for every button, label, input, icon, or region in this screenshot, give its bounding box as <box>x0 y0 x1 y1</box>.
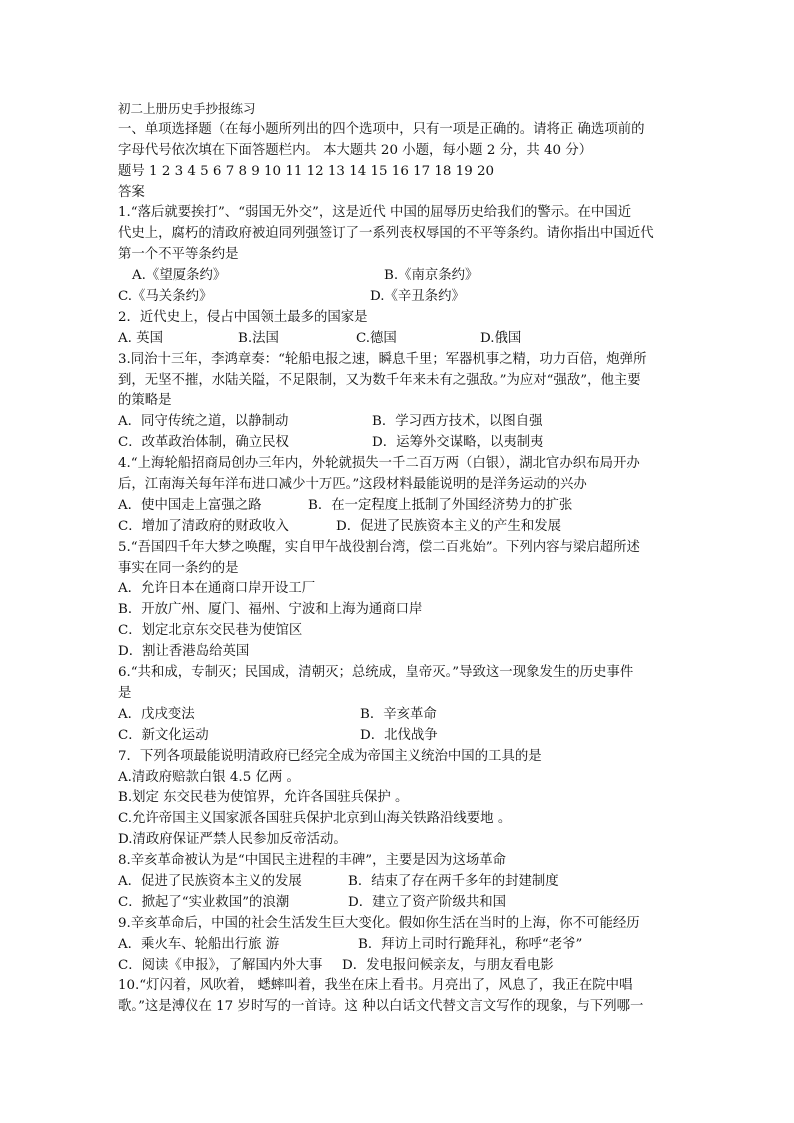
option-row <box>118 412 678 433</box>
option-a: A．同守传统之道，以静制动 <box>118 414 289 430</box>
answer-table-answer-row: 答案 <box>118 184 145 200</box>
option-row <box>118 266 678 287</box>
option-row <box>118 956 678 977</box>
option-d: D.《辛丑条约》 <box>370 289 465 305</box>
option-a: A．允许日本在通商口岸开设工厂 <box>118 581 316 597</box>
doc-title: 初二上册历史手抄报练习 <box>118 101 256 116</box>
question-stem: 事实在同一条约的是 <box>118 560 239 576</box>
question-stem: 第一个不平等条约是 <box>118 247 239 263</box>
option-c: C．阅读《申报》，了解国内外大事 <box>118 957 323 973</box>
option-c: C．划定北京东交民巷为使馆区 <box>118 623 303 639</box>
question-stem: 的策略是 <box>118 393 172 409</box>
question-stem: 3.同治十三年，李鸿章奏：“轮船电报之速，瞬息千里；军器机事之精，功力百倍，炮弹所 <box>118 351 647 367</box>
question-stem: 2．近代史上，侵占中国领土最多的国家是 <box>118 309 368 325</box>
option-b: B．结束了存在两千多年的封建制度 <box>348 873 559 889</box>
option-c: C.《马关条约》 <box>118 289 213 305</box>
question-stem: 9.辛亥革命后，中国的社会生活发生巨大变化。假如你生活在当时的上海，你不可能经历 <box>118 915 640 931</box>
option-b: B．学习西方技术，以图自强 <box>372 414 543 430</box>
option-d: D．北伐战争 <box>360 727 438 743</box>
option-row <box>118 726 678 747</box>
option-row <box>118 893 678 914</box>
option-row <box>118 287 678 308</box>
question-stem: 代史上，腐朽的清政府被迫同列强签订了一系列丧权辱国的不平等条约。请你指出中国近代 <box>118 226 654 242</box>
option-c: C.允许帝国主义国家派各国驻兵保护北京到山海关铁路沿线要地 。 <box>118 811 512 827</box>
option-c: C．新文化运动 <box>118 727 209 743</box>
option-a: A．使中国走上富强之路 <box>118 497 262 513</box>
option-b: B.法国 <box>238 330 279 346</box>
question-stem: 6.“共和成，专制灭；民国成，清朝灭；总统成，皇帝灭。”导致这一现象发生的历史事件 <box>118 665 634 681</box>
option-b: B.划定 东交民巷为使馆界，允许各国驻兵保护 。 <box>118 790 409 806</box>
document-body <box>118 99 678 1018</box>
option-row <box>118 496 678 517</box>
option-row <box>118 517 678 538</box>
question-stem: 10.“灯闪着，风吹着， 蟋蟀叫着，我坐在床上看书。月亮出了，风息了，我正在院中唱 <box>118 978 633 994</box>
option-d: D．建立了资产阶级共和国 <box>348 894 507 910</box>
question-stem: 8.辛亥革命被认为是“中国民主进程的丰碑”，主要是因为这场革命 <box>118 853 507 869</box>
question-stem: 7．下列各项最能说明清政府已经完全成为帝国主义统治中国的工具的是 <box>118 748 542 764</box>
option-d: D.清政府保证严禁人民参加反帝活动。 <box>118 832 347 848</box>
option-b: B．在一定程度上抵制了外国经济势力的扩张 <box>308 497 573 513</box>
option-a: A．乘火车、轮船出行旅 游 <box>118 936 280 952</box>
option-a: A．促进了民族资本主义的发展 <box>118 873 302 889</box>
option-a: A.清政府赔款白银 4.5 亿两 。 <box>118 769 300 785</box>
question-stem: 是 <box>118 685 132 701</box>
option-d: D．运筹外交谋略，以夷制夷 <box>372 435 544 451</box>
question-stem: 歌。”这是溥仪在 17 岁时写的一首诗。这 种以白话文代替文言文写作的现象，与下列哪一 <box>118 999 644 1015</box>
option-a: A．戊戌变法 <box>118 706 195 722</box>
option-c: C．改革政治体制，确立民权 <box>118 435 289 451</box>
option-a: A.《望厦条约》 <box>132 268 227 284</box>
option-d: D.俄国 <box>480 330 522 346</box>
section-header-line: 字母代号依次填在下面答题栏内。 本大题共 20 小题，每小题 2 分，共 40 分） <box>118 142 593 158</box>
question-stem: 4.“上海轮船招商局创办三年内，外轮就损失一千二百万两（白银），湖北官办织布局开办 <box>118 456 640 472</box>
option-a: A. 英国 <box>118 330 163 346</box>
option-c: C.德国 <box>356 330 397 346</box>
option-row <box>118 872 678 893</box>
option-c: C．掀起了“实业救国”的浪潮 <box>118 894 290 910</box>
option-d: D．割让香港岛给英国 <box>118 644 250 660</box>
question-stem: 到，无坚不摧，水陆关隘，不足限制，又为数千年来未有之强敌。”为应对“强敌”，他主要 <box>118 372 641 388</box>
option-b: B．拜访上司时行跪拜礼，称呼“老爷” <box>358 936 583 952</box>
question-stem: 5.“吾国四千年大梦之唤醒，实自甲午战役割台湾，偿二百兆始”。下列内容与梁启超所述 <box>118 539 640 555</box>
option-row <box>118 705 678 726</box>
option-d: D．发电报问候亲友，与朋友看电影 <box>342 957 554 973</box>
question-stem: 1.“落后就要挨打”、“弱国无外交”，这是近代 中国的屈辱历史给我们的警示。在中国近 <box>118 205 632 221</box>
option-c: C．增加了清政府的财政收入 <box>118 518 289 534</box>
option-b: B.《南京条约》 <box>384 268 479 284</box>
option-b: B．开放广州、厦门、福州、宁波和上海为通商口岸 <box>118 602 423 618</box>
option-row <box>118 935 678 956</box>
question-stem: 后，江南海关每年洋布进口减少十万匹。”这段材料最能说明的是洋务运动的兴办 <box>118 477 587 493</box>
answer-table-label-row: 题号 1 2 3 4 5 6 7 8 9 10 11 12 13 14 15 16 17 18 19 20 <box>118 163 495 179</box>
option-row <box>118 433 678 454</box>
option-d: D．促进了民族资本主义的产生和发展 <box>336 518 561 534</box>
section-header-line: 一、单项选择题（在每小题所列出的四个选项中，只有一项是正确的。请将正 确选项前的 <box>118 121 645 137</box>
option-row <box>118 329 678 350</box>
option-b: B．辛亥革命 <box>360 706 437 722</box>
